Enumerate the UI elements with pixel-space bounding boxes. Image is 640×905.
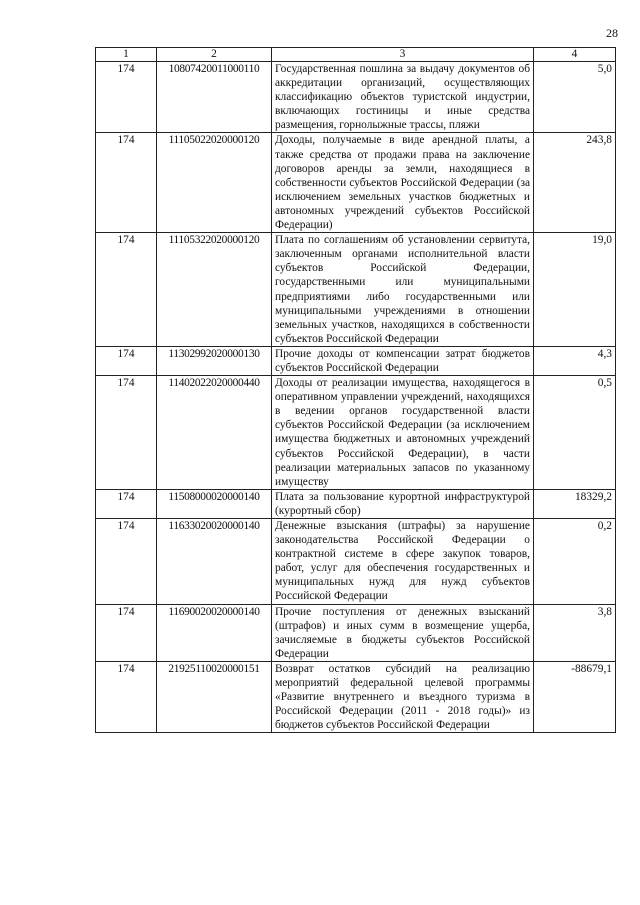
admin-code-cell: 174 [96, 62, 157, 133]
revenue-name-cell: Возврат остатков субсидий на реализацию мероприятий федеральной целевой программы «Развитие внутреннего и въездного туризма в Российской Федерации (2011 - 2018 годы)» из бюджетов субъектов Российской Федерации [272, 661, 534, 732]
revenue-table [95, 47, 616, 733]
admin-code-cell: 174 [96, 233, 157, 347]
table-header-row [96, 48, 616, 62]
table-row [96, 233, 616, 347]
admin-code-cell: 174 [96, 489, 157, 518]
table-row [96, 346, 616, 375]
revenue-name-cell: Денежные взыскания (штрафы) за нарушение законодательства Российской Федерации о контрактной системе в сфере закупок товаров, работ, услуг для обеспечения государственных и муниципальных нужд для нужд субъектов Российской Федерации [272, 519, 534, 605]
revenue-name-cell: Плата за пользование курортной инфраструктурой (курортный сбор) [272, 489, 534, 518]
revenue-name-cell: Доходы от реализации имущества, находящегося в оперативном управлении учреждений, находящихся в ведении органов государственной власти субъектов Российской Федерации (за исключением имущества бюджетных и автономных учреждений субъектов Российской Федерации), в части реализации материальных запасов по указанному имуществу [272, 376, 534, 490]
revenue-name-cell: Доходы, получаемые в виде арендной платы, а также средства от продажи права на заключение договоров аренды за земли, находящиеся в собственности субъектов Российской Федерации (за исключением земельных участков бюджетных и автономных учреждений субъектов Российской Федерации) [272, 133, 534, 233]
table-row [96, 489, 616, 518]
header-col-2: 2 [157, 48, 272, 62]
table-header [96, 48, 616, 62]
admin-code-cell: 174 [96, 346, 157, 375]
amount-cell: 243,8 [534, 133, 616, 233]
amount-cell: 3,8 [534, 604, 616, 661]
table-row [96, 133, 616, 233]
admin-code-cell: 174 [96, 604, 157, 661]
table-row [96, 62, 616, 133]
budget-code-cell: 11690020020000140 [157, 604, 272, 661]
amount-cell: 19,0 [534, 233, 616, 347]
budget-code-cell: 11302992020000130 [157, 346, 272, 375]
admin-code-cell: 174 [96, 661, 157, 732]
budget-code-cell: 11508000020000140 [157, 489, 272, 518]
header-col-3: 3 [272, 48, 534, 62]
table-row [96, 519, 616, 605]
header-col-1: 1 [96, 48, 157, 62]
admin-code-cell: 174 [96, 133, 157, 233]
amount-cell: 18329,2 [534, 489, 616, 518]
amount-cell: 4,3 [534, 346, 616, 375]
amount-cell: 5,0 [534, 62, 616, 133]
page-number: 28 [606, 26, 618, 40]
amount-cell: -88679,1 [534, 661, 616, 732]
admin-code-cell: 174 [96, 519, 157, 605]
revenue-name-cell: Прочие поступления от денежных взысканий (штрафов) и иных сумм в возмещение ущерба, зачисляемые в бюджеты субъектов Российской Федерации [272, 604, 534, 661]
budget-code-cell: 11105022020000120 [157, 133, 272, 233]
budget-code-cell: 11402022020000440 [157, 376, 272, 490]
table-row [96, 376, 616, 490]
header-col-4: 4 [534, 48, 616, 62]
budget-code-cell: 21925110020000151 [157, 661, 272, 732]
amount-cell: 0,5 [534, 376, 616, 490]
amount-cell: 0,2 [534, 519, 616, 605]
budget-code-cell: 11105322020000120 [157, 233, 272, 347]
revenue-name-cell: Государственная пошлина за выдачу документов об аккредитации организаций, осуществляющих классификацию объектов туристской индустрии, включающих гостиницы и иные средства размещения, горнолыжные трассы, пляжи [272, 62, 534, 133]
revenue-name-cell: Прочие доходы от компенсации затрат бюджетов субъектов Российской Федерации [272, 346, 534, 375]
revenue-name-cell: Плата по соглашениям об установлении сервитута, заключенным органами исполнительной власти субъектов Российской Федерации, государственными или муниципальными предприятиями либо государственными или муниципальными учреждениями в отношении земельных участков, находящихся в собственности субъектов Российской Федерации [272, 233, 534, 347]
budget-code-cell: 10807420011000110 [157, 62, 272, 133]
budget-code-cell: 11633020020000140 [157, 519, 272, 605]
table-row [96, 661, 616, 732]
admin-code-cell: 174 [96, 376, 157, 490]
table-body [96, 62, 616, 733]
table-row [96, 604, 616, 661]
